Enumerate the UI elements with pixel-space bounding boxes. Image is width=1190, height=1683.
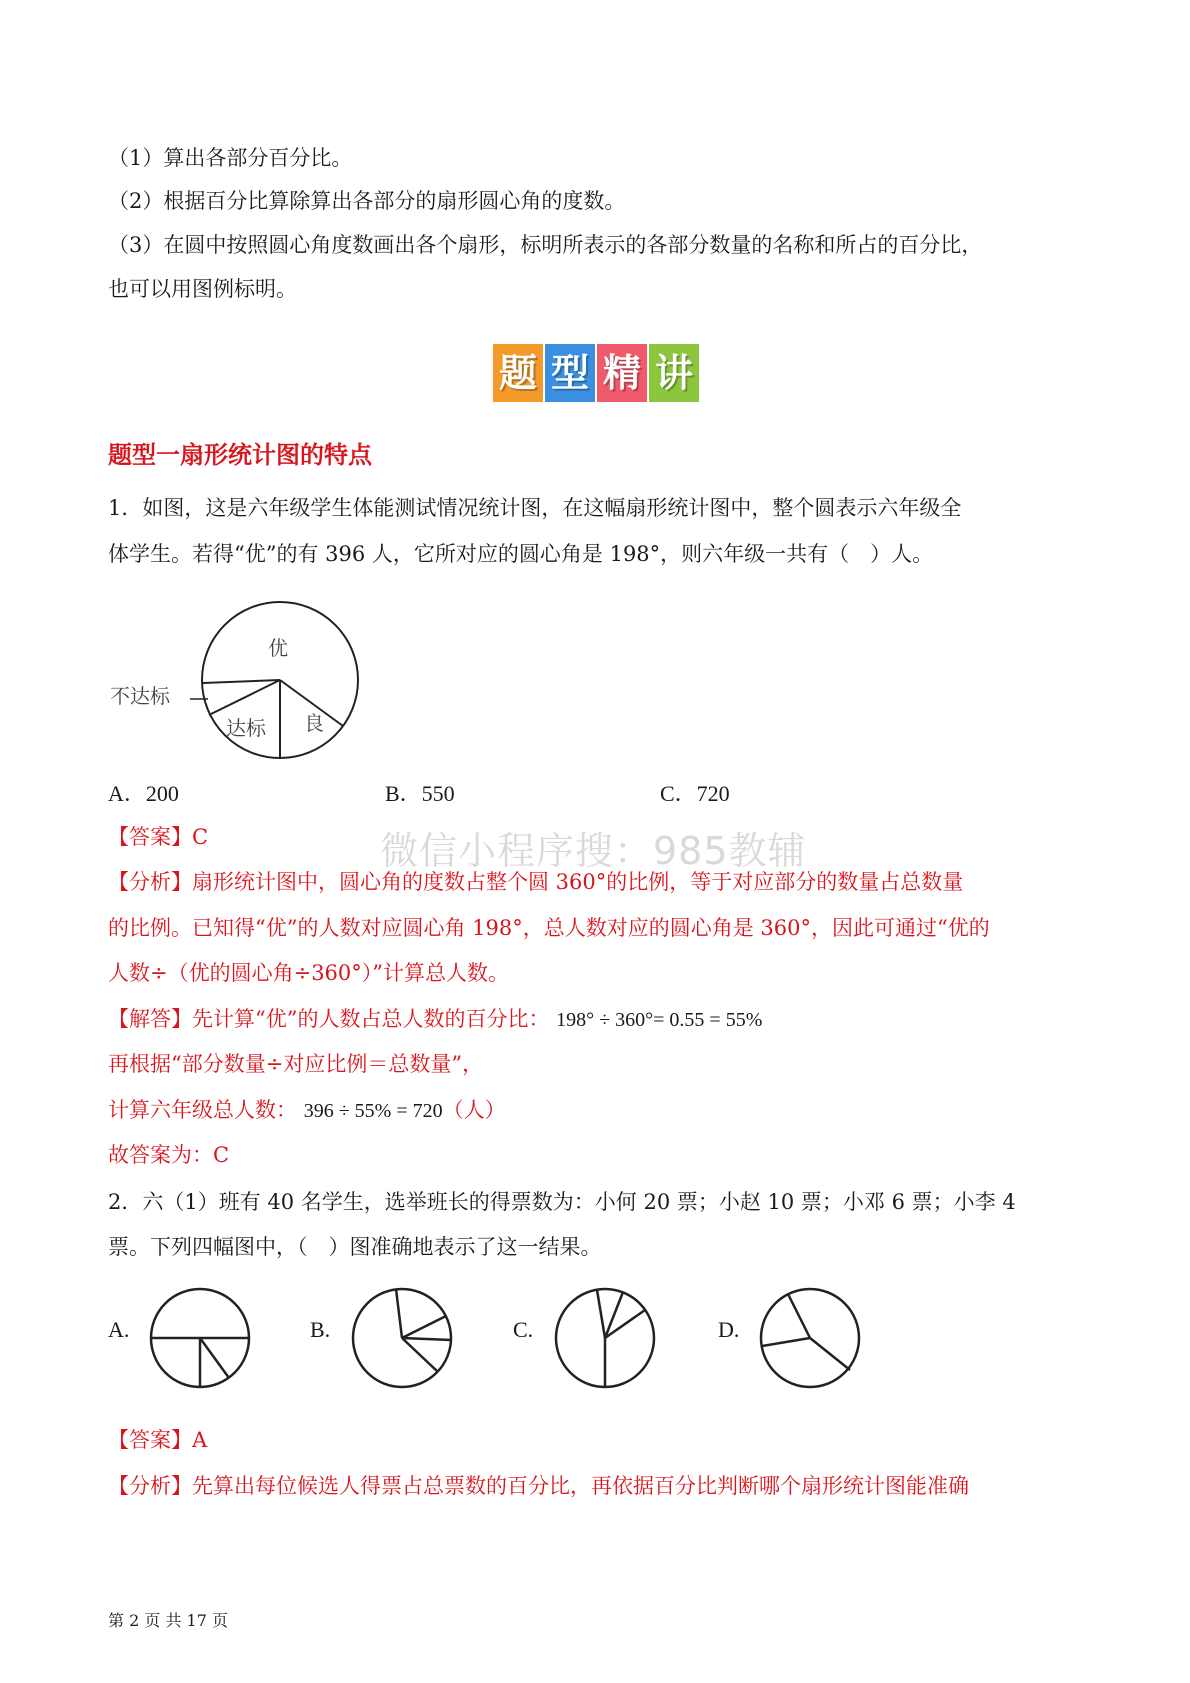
q1-option-c: C．720 xyxy=(660,781,730,806)
q1-pie-radius-1 xyxy=(203,680,280,683)
q2-line-1: 2．六（1）班有 40 名学生，选举班长的得票数为：小何 20 票；小赵 10 票；小邓 6 票；小李 4 xyxy=(108,1190,1016,1214)
q2-choice-b-label: B. xyxy=(310,1317,331,1342)
q1-solution-text-3: 计算六年级总人数： xyxy=(108,1098,297,1122)
q1-label-you: 优 xyxy=(268,636,288,660)
q1-final-answer: 故答案为：C xyxy=(108,1143,230,1167)
step-1: （1）算出各部分百分比。 xyxy=(108,146,353,170)
q2-choice-a-pie xyxy=(148,1286,252,1390)
q1-answer: 【答案】C xyxy=(108,825,209,849)
banner-topic-explanation xyxy=(493,340,703,410)
section-title: 题型一扇形统计图的特点 xyxy=(108,441,372,469)
q1-solution-text-1: 先计算“优”的人数占总人数的百分比： xyxy=(192,1007,550,1031)
q2-choice-b-pie xyxy=(350,1286,454,1390)
q2-choice-d-label: D. xyxy=(718,1317,740,1342)
q1-label-liang: 良 xyxy=(304,711,324,735)
q1-solution-tag: 【解答】 xyxy=(108,1007,192,1031)
step-2: （2）根据百分比算除算出各部分的扇形圆心角的度数。 xyxy=(108,189,626,213)
q1-line-2: 体学生。若得“优”的有 396 人，它所对应的圆心角是 198°，则六年级一共有（ ）人。 xyxy=(108,542,934,566)
q1-solution-l3 xyxy=(108,1095,506,1126)
q2-choice-c-pie xyxy=(553,1286,657,1390)
q1-pie-chart xyxy=(100,595,380,765)
banner-char-4: 讲 xyxy=(649,344,699,402)
q1-option-a: A．200 xyxy=(108,781,179,806)
q1-solution-l1 xyxy=(108,1004,762,1035)
q1-analysis-l1 xyxy=(108,867,963,897)
step-3: （3）在圆中按照圆心角度数画出各个扇形，标明所表示的各部分数量的名称和所占的百分比， xyxy=(108,233,983,257)
q1-solution-math-1: 198° ÷ 360°= 0.55 = 55% xyxy=(556,1009,763,1031)
banner-char-3: 精 xyxy=(597,344,647,402)
q2-analysis-text-1: 先算出每位候选人得票占总票数的百分比，再依据百分比判断哪个扇形统计图能准确 xyxy=(192,1474,969,1498)
q1-analysis-l3: 人数÷（优的圆心角÷360°）”计算总人数。 xyxy=(108,961,510,985)
q1-label-dabiao: 达标 xyxy=(226,716,266,740)
q1-label-budabiao: 不达标 xyxy=(110,684,170,708)
step-3-cont: 也可以用图例标明。 xyxy=(108,277,297,301)
q2-choice-d-pie xyxy=(758,1286,862,1390)
banner-char-2: 型 xyxy=(545,344,595,402)
q1-line-1: 1．如图，这是六年级学生体能测试情况统计图，在这幅扇形统计图中，整个圆表示六年级全 xyxy=(108,496,962,520)
q1-analysis-text-1: 扇形统计图中，圆心角的度数占整个圆 360°的比例，等于对应部分的数量占总数量 xyxy=(192,870,964,894)
banner-char-1: 题 xyxy=(493,344,543,402)
q2-choice-a-label: A. xyxy=(108,1317,130,1342)
watermark: 微信小程序搜：985教辅 xyxy=(380,829,807,873)
q2-analysis-l1 xyxy=(108,1471,969,1501)
q1-analysis-l2: 的比例。已知得“优”的人数对应圆心角 198°，总人数对应的圆心角是 360°，因此可通过“优的 xyxy=(108,916,990,940)
q1-solution-l2: 再根据“部分数量÷对应比例＝总数量”， xyxy=(108,1052,484,1076)
q2-answer: 【答案】A xyxy=(108,1428,208,1452)
q1-pie-radius-2 xyxy=(209,680,280,715)
q2-analysis-tag: 【分析】 xyxy=(108,1474,192,1498)
q1-solution-unit: （人） xyxy=(442,1098,506,1122)
q1-solution-math-2: 396 ÷ 55% = 720 xyxy=(303,1100,443,1122)
q2-choice-c-label: C. xyxy=(513,1317,534,1342)
q1-analysis-tag: 【分析】 xyxy=(108,870,192,894)
q2-line-2: 票。下列四幅图中，（ ）图准确地表示了这一结果。 xyxy=(108,1235,602,1259)
page-footer: 第 2 页 共 17 页 xyxy=(108,1611,228,1630)
q1-option-b: B．550 xyxy=(385,781,455,806)
